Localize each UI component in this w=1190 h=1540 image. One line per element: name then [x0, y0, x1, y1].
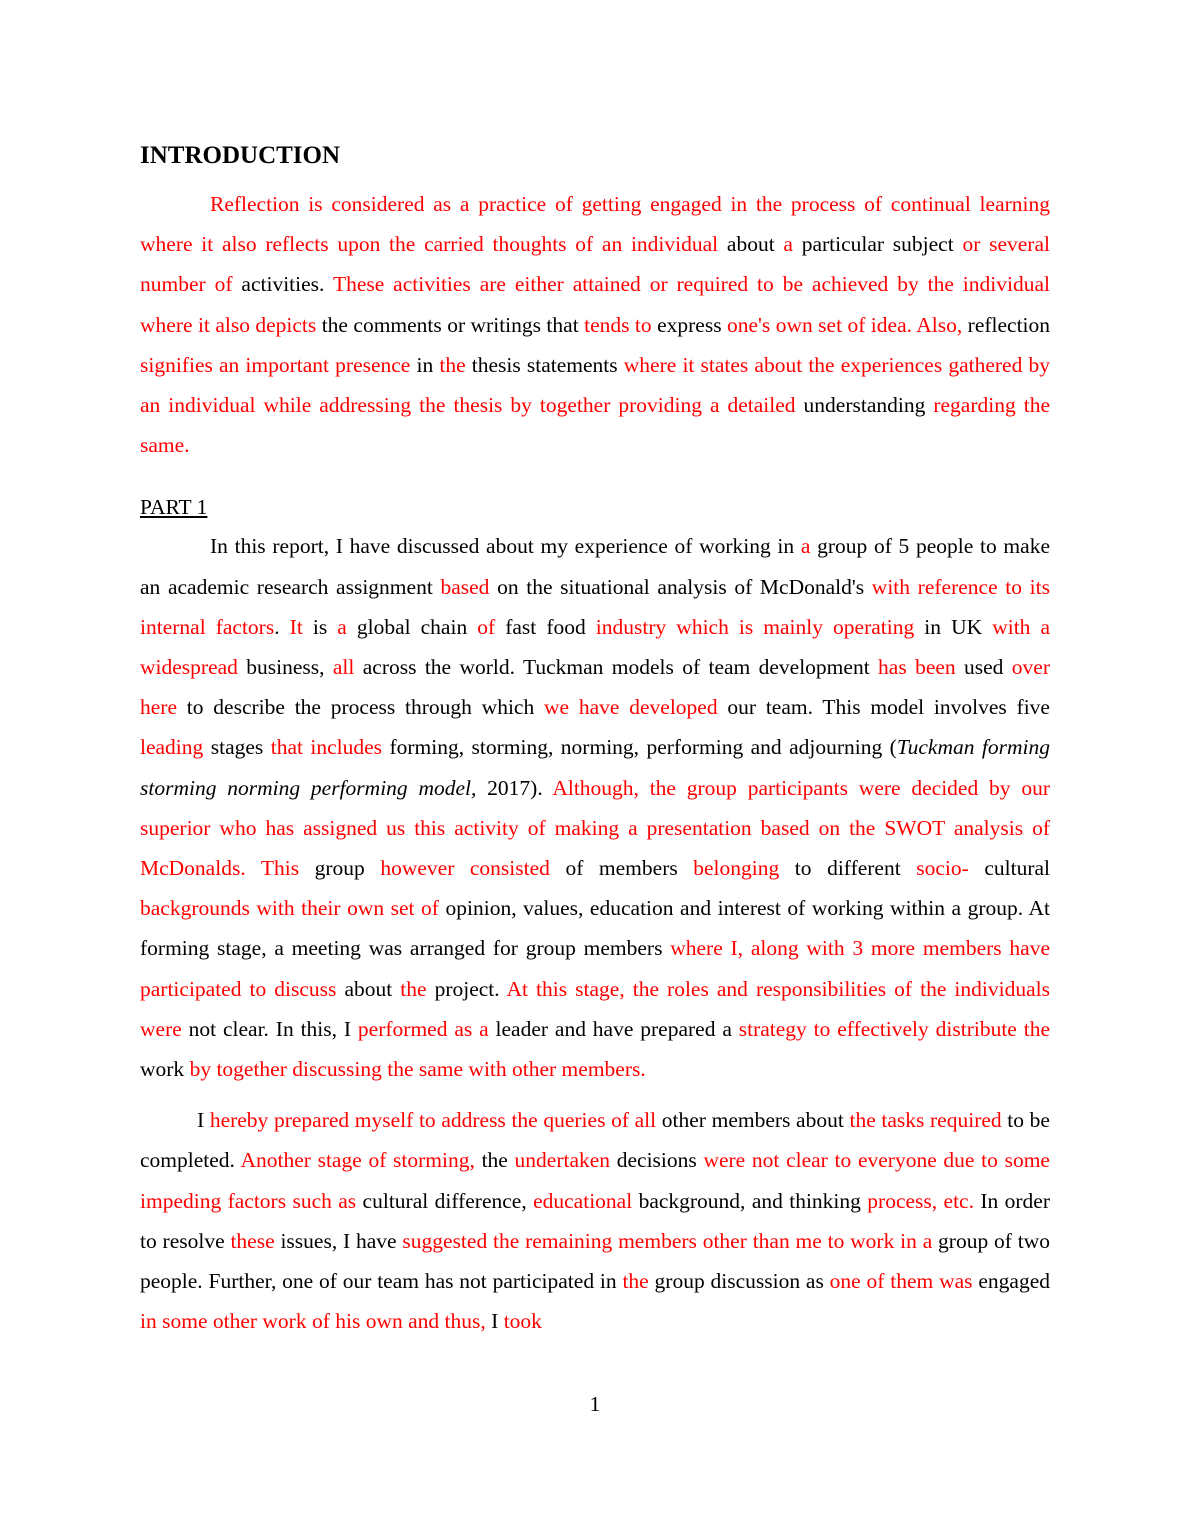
text-run: not clear. In this, I	[181, 1016, 358, 1041]
text-run: group	[299, 856, 381, 881]
text-run: activities.	[232, 272, 333, 297]
text-run: about	[336, 976, 401, 1001]
paragraph-spacer	[140, 1089, 1050, 1100]
part1-paragraph-1	[140, 526, 1050, 1089]
text-run: background, and thinking	[632, 1188, 868, 1213]
section-label-part1: PART 1	[140, 495, 208, 520]
text-run: to different	[779, 856, 917, 881]
highlighted-text: one's own set of idea. Also,	[727, 312, 963, 337]
text-run: engaged	[972, 1269, 1050, 1294]
highlighted-text: socio-	[916, 856, 969, 881]
highlighted-text: has been	[878, 655, 956, 680]
page-title: INTRODUCTION	[140, 142, 341, 169]
highlighted-text: where it states about the experiences gathered by an individual while addressing the thesis by together providing a detailed	[140, 352, 1050, 418]
highlighted-text: these	[230, 1228, 275, 1253]
highlighted-text: belonging	[693, 856, 780, 881]
highlighted-text: backgrounds with their own set of	[140, 896, 439, 921]
highlighted-text: hereby prepared myself to address the queries of all	[209, 1108, 657, 1133]
highlighted-text: leading	[140, 735, 204, 760]
text-run: work	[140, 1057, 190, 1082]
text-run: to describe the process through which	[177, 695, 545, 720]
highlighted-text: a	[800, 534, 811, 559]
highlighted-text: the tasks required	[849, 1108, 1002, 1133]
text-run: particular subject	[792, 232, 963, 257]
text-run: in UK	[914, 614, 993, 639]
highlighted-text: undertaken	[514, 1148, 611, 1173]
part1-paragraph-2	[140, 1100, 1050, 1341]
text-run: I	[485, 1309, 504, 1334]
highlighted-text: suggested the remaining members other than me to work in a	[402, 1228, 933, 1253]
highlighted-text: we have developed	[544, 695, 718, 720]
intro-paragraph	[140, 184, 1050, 465]
text-run: the comments or writings that	[316, 312, 585, 337]
text-run: other members about	[656, 1108, 850, 1133]
highlighted-text: over here	[140, 655, 1050, 720]
text-run: in	[410, 352, 440, 377]
text-run: leader and have prepared a	[488, 1016, 739, 1041]
text-run: project.	[426, 976, 507, 1001]
highlighted-text: with reference to its internal factors	[140, 574, 1050, 639]
highlighted-text: Reflection is considered as a practice of getting engaged in the process of continual learning where it also reflects upon the carried thoughts of an individual	[140, 192, 1050, 257]
highlighted-text: the	[400, 976, 427, 1001]
highlighted-text: took	[503, 1309, 542, 1334]
highlighted-text: signifies an important presence	[140, 352, 411, 377]
highlighted-text: At this stage, the roles and responsibilities of the individuals were	[140, 976, 1050, 1041]
highlighted-text: based	[440, 574, 490, 599]
highlighted-text: where I, along with 3 more members have participated to discuss	[140, 936, 1050, 1001]
highlighted-text: process, etc.	[867, 1188, 974, 1213]
text-run: the	[474, 1148, 515, 1173]
highlighted-text: a	[337, 614, 347, 639]
highlighted-text: the	[439, 352, 466, 377]
highlighted-text: by together discussing the same with other members.	[189, 1057, 646, 1082]
text-run: reflection	[962, 312, 1051, 337]
text-run: to be completed.	[140, 1108, 1050, 1173]
text-run: issues, I have	[274, 1228, 403, 1253]
highlighted-text: industry which is mainly operating	[595, 614, 915, 639]
text-run: group of 5 people to make an academic research assignment	[140, 534, 1050, 599]
text-run: stages	[203, 735, 271, 760]
highlighted-text: all	[332, 655, 355, 680]
highlighted-text: of	[477, 614, 496, 639]
text-run: used	[955, 655, 1012, 680]
page-content	[140, 141, 1050, 1341]
highlighted-text: that includes	[270, 735, 383, 760]
highlighted-text: performed as a	[357, 1016, 489, 1041]
highlighted-text: the	[622, 1269, 649, 1294]
highlighted-text: or several number of	[140, 232, 1050, 297]
text-run: opinion, values, education and interest of working within a group. At forming stage, a meeting was arranged for group members	[140, 896, 1050, 961]
text-run: I	[197, 1108, 210, 1133]
highlighted-text: with a widespread	[140, 614, 1051, 680]
highlighted-text: tends to	[584, 312, 652, 337]
text-run: of members	[549, 856, 694, 881]
page-number: 1	[589, 1392, 601, 1416]
citation-text: Tuckman forming storming norming performing model,	[140, 735, 1051, 800]
highlighted-text: strategy to effectively distribute the	[738, 1016, 1050, 1041]
text-run: group of two people. Further, one of our team has not participated in	[140, 1228, 1051, 1294]
highlighted-text: educational	[533, 1188, 633, 1213]
text-run: In this report, I have discussed about my experience of working in	[210, 534, 801, 559]
text-run: on the situational analysis of McDonald's	[489, 574, 872, 599]
highlighted-text: Another stage of storming,	[240, 1148, 475, 1173]
highlighted-text: These activities are either attained or required to be achieved by the individual where it also depicts	[140, 272, 1050, 337]
text-run: is	[302, 614, 338, 639]
highlighted-text: however consisted	[380, 856, 550, 881]
highlighted-text: in some other work of his own and thus,	[140, 1309, 486, 1334]
text-run: cultural difference,	[356, 1188, 534, 1213]
text-run: express	[651, 312, 727, 337]
text-run: .	[274, 614, 290, 639]
text-run: forming, storming, norming, performing and adjourning (	[382, 735, 897, 760]
text-run: In order to resolve	[140, 1188, 1050, 1253]
text-run: cultural	[968, 856, 1051, 881]
text-run: 2017).	[476, 775, 553, 800]
text-run: fast food	[495, 614, 596, 639]
text-run: decisions	[610, 1148, 704, 1173]
highlighted-text: regarding the same.	[140, 393, 1051, 458]
text-run: our team. This model involves five	[717, 695, 1050, 720]
text-run: across the world. Tuckman models of team development	[354, 655, 879, 680]
text-run: about	[718, 232, 784, 257]
highlighted-text: were not clear to everyone due to some impeding factors such as	[140, 1148, 1050, 1213]
text-run: business,	[237, 655, 333, 680]
highlighted-text: Although, the group participants were decided by our superior who has assigned us this activity of making a presentation based on the SWOT analysis of McDonalds. This	[140, 775, 1050, 881]
highlighted-text: one of them was	[829, 1269, 973, 1294]
highlighted-text: a	[783, 232, 793, 257]
text-run: thesis statements	[465, 352, 624, 377]
text-run: understanding	[795, 393, 934, 418]
text-run: group discussion as	[648, 1269, 830, 1294]
text-run: global chain	[346, 614, 478, 639]
highlighted-text: It	[289, 614, 303, 639]
